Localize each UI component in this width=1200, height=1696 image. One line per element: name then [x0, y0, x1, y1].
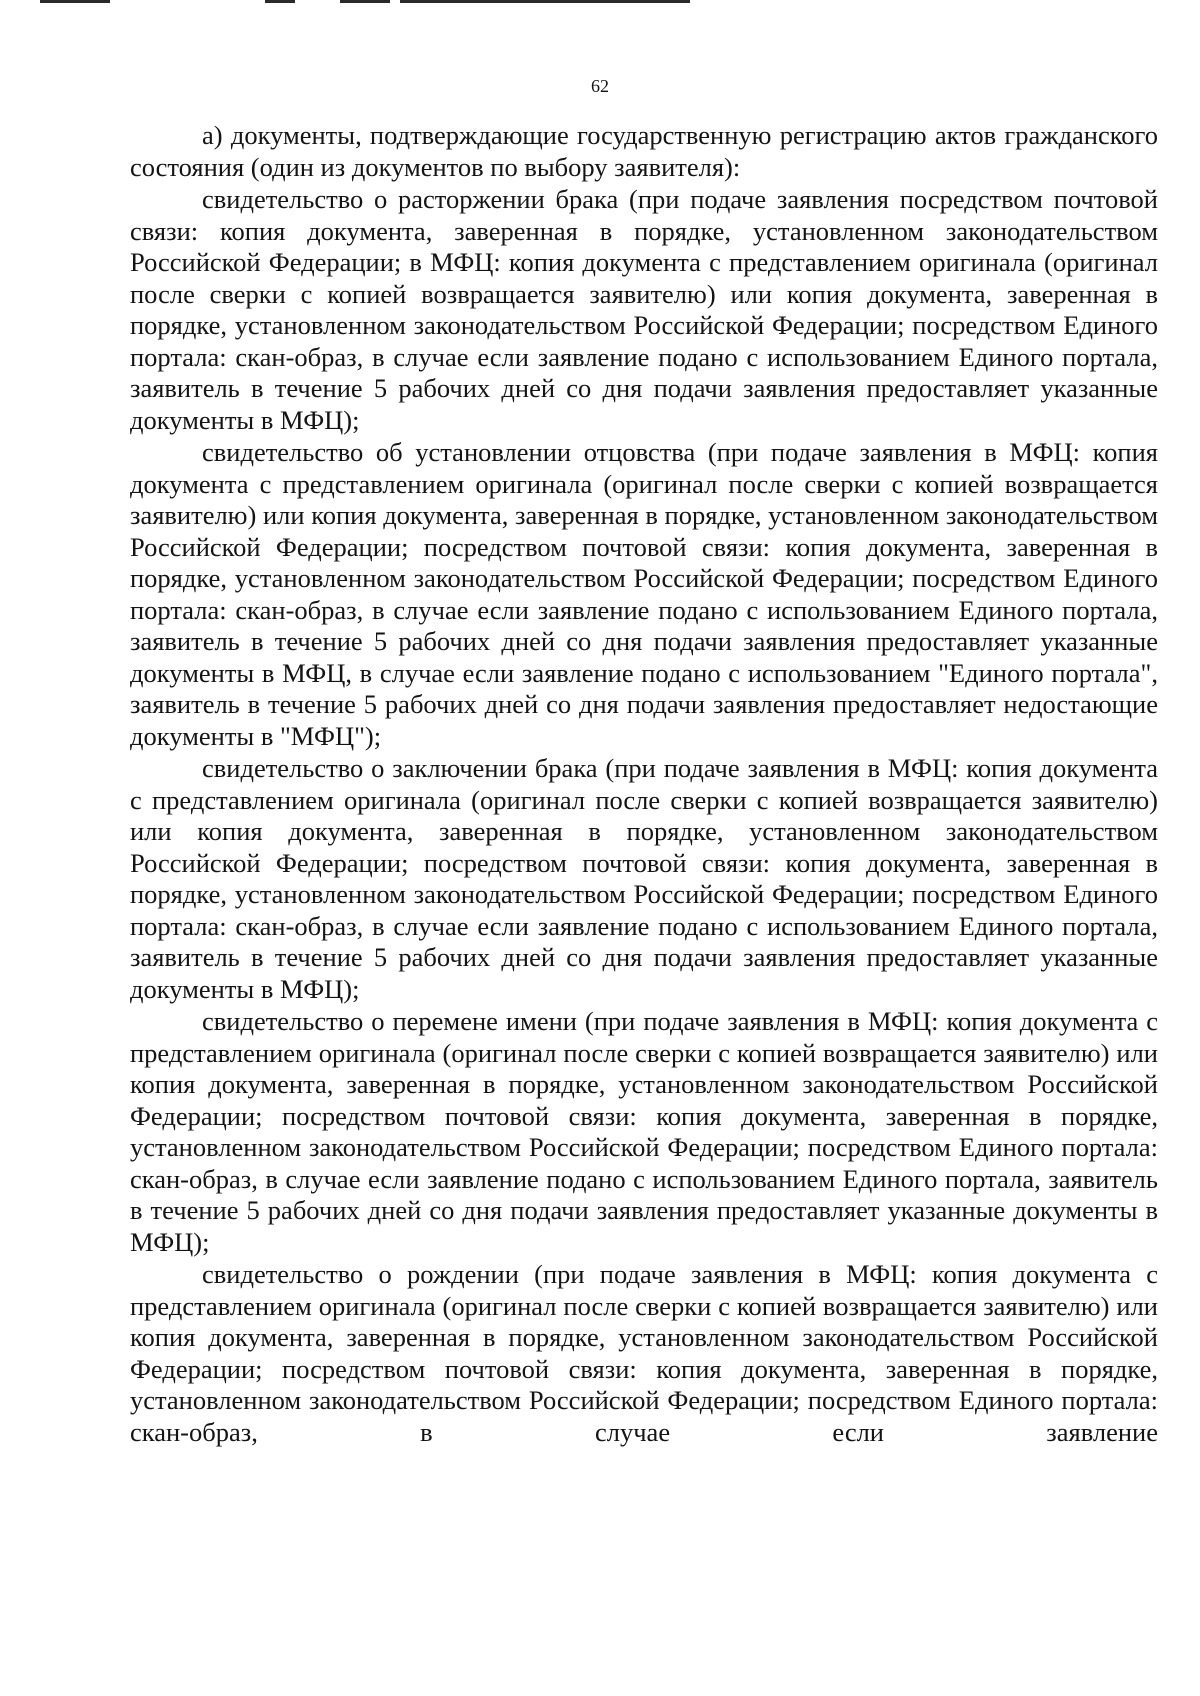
paragraph-birth-certificate: свидетельство о рождении (при подаче заявления в МФЦ: копия документа с представлением оригинала (оригинал после сверки с копией возвращается заявителю) или копия документа, заверенная в порядке, установленном законодательством Российской Федерации; посредством почтовой связи: копия документа, заверенная в порядке, установленном законодательством Российской Федерации; посредством Единого портала: скан-образ, в случае если заявление [130, 1259, 1158, 1447]
paragraph-marriage-certificate: свидетельство о заключении брака (при подаче заявления в МФЦ: копия документа с представлением оригинала (оригинал после сверки с копией возвращается заявителю) или копия документа, заверенная в порядке, установленном законодательством Российской Федерации; посредством почтовой связи: копия документа, заверенная в порядке, установленном законодательством Российской Федерации; посредством Единого портала: скан-образ, в случае если заявление подано с использованием Единого портала, заявитель в течение 5 рабочих дней со дня подачи заявления предоставляет указанные документы в МФЦ); [130, 753, 1158, 1004]
document-body [130, 120, 1158, 1449]
scan-edge-marks [0, 0, 1200, 6]
paragraph-name-change-certificate: свидетельство о перемене имени (при подаче заявления в МФЦ: копия документа с представлением оригинала (оригинал после сверки с копией возвращается заявителю) или копия документа, заверенная в порядке, установленном законодательством Российской Федерации; посредством почтовой связи: копия документа, заверенная в порядке, установленном законодательством Российской Федерации; посредством Единого портала: скан-образ, в случае если заявление подано с использованием Единого портала, заявитель в течение 5 рабочих дней со дня подачи заявления предоставляет указанные документы в МФЦ); [130, 1006, 1158, 1257]
paragraph-paternity-certificate: свидетельство об установлении отцовства (при подаче заявления в МФЦ: копия документа с представлением оригинала (оригинал после сверки с копией возвращается заявителю) или копия документа, заверенная в порядке, установленном законодательством Российской Федерации; посредством почтовой связи: копия документа, заверенная в порядке, установленном законодательством Российской Федерации; посредством Единого портала: скан-образ, в случае если заявление подано с использованием Единого портала, заявитель в течение 5 рабочих дней со дня подачи заявления предоставляет указанные документы в МФЦ, в случае если заявление подано с использованием "Единого портала", заявитель в течение 5 рабочих дней со дня подачи заявления предоставляет недостающие документы в "МФЦ"); [130, 437, 1158, 751]
paragraph-divorce-certificate: свидетельство о расторжении брака (при подаче заявления посредством почтовой связи: копия документа, заверенная в порядке, установленном законодательством Российской Федерации; в МФЦ: копия документа с представлением оригинала (оригинал после сверки с копией возвращается заявителю) или копия документа, заверенная в порядке, установленном законодательством Российской Федерации; посредством Единого портала: скан-образ, в случае если заявление подано с использованием Единого портала, заявитель в течение 5 рабочих дней со дня подачи заявления предоставляет указанные документы в МФЦ); [130, 184, 1158, 435]
paragraph-documents-intro: а) документы, подтверждающие государственную регистрацию актов гражданского состояния (один из документов по выбору заявителя): [130, 120, 1158, 182]
page-number: 62 [591, 76, 609, 96]
